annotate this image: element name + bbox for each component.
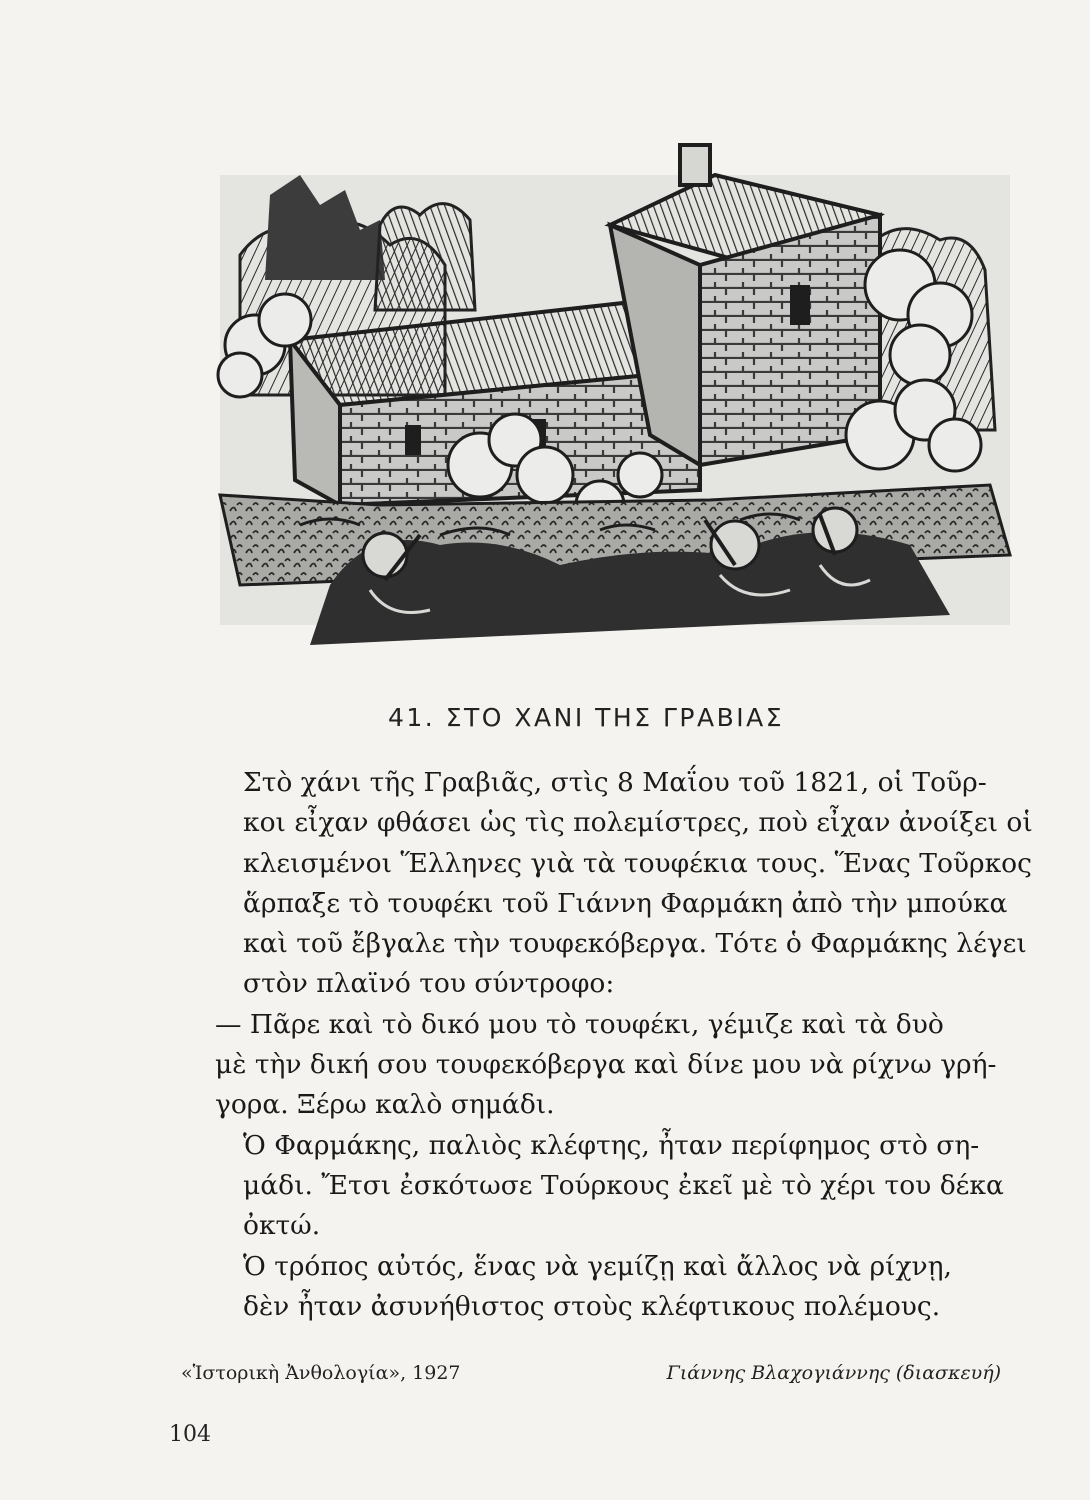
text-line: μάδι. Ἔτσι ἐσκότωσε Τούρκους ἐκεῖ μὲ τὸ χέρι του δέκα xyxy=(243,1169,1004,1201)
text-line: ὀκτώ. xyxy=(243,1210,321,1242)
text-line: καὶ τοῦ ἔβγαλε τὴν τουφεκόβεργα. Τότε ὁ Φαρμάκης λέγει xyxy=(243,928,1027,960)
chapter-title: 41. ΣΤΟ ΧΑΝΙ ΤΗΣ ΓΡΑΒΙΑΣ xyxy=(388,703,784,732)
page-number: 104 xyxy=(169,1422,211,1447)
text-line: Στὸ χάνι τῆς Γραβιᾶς, στὶς 8 Μαΐου τοῦ 1821, οἱ Τοῦρ- xyxy=(243,767,987,798)
body-text xyxy=(181,763,1033,1327)
paragraph-2 xyxy=(181,1005,1027,1126)
text-line: Ὁ τρόπος αὐτός, ἕνας νὰ γεμίζῃ καὶ ἄλλος νὰ ρίχνῃ, xyxy=(243,1250,952,1282)
text-line: Ὁ Φαρμάκης, παλιὸς κλέφτης, ἦταν περίφημος στὸ ση- xyxy=(243,1129,980,1161)
paragraph-3 xyxy=(181,1126,1027,1247)
text-line: κλεισμένοι Ἕλληνες γιὰ τὰ τουφέκια τους. Ἕνας Τοῦρκος xyxy=(243,847,1032,879)
text-line: κοι εἶχαν φθάσει ὡς τὶς πολεμίστρες, ποὺ εἶχαν ἀνοίξει οἱ xyxy=(243,807,1033,839)
text-line: δὲν ἦταν ἀσυνήθιστος στοὺς κλέφτικους πολέμους. xyxy=(243,1290,941,1322)
source-citation: «Ἱστορικὴ Ἀνθολογία», 1927 xyxy=(181,1362,461,1384)
text-line: γορα. Ξέρω καλὸ σημάδι. xyxy=(215,1089,555,1121)
source-author: Γιάννης Βλαχογιάννης (διασκευή) xyxy=(666,1362,1001,1384)
text-line: — Πᾶρε καὶ τὸ δικό μου τὸ τουφέκι, γέμιζε καὶ τὰ δυὸ xyxy=(215,1008,944,1040)
text-line: μὲ τὴν δική σου τουφεκόβεργα καὶ δίνε μου νὰ ρίχνω γρή- xyxy=(215,1049,997,1081)
paragraph-1 xyxy=(181,763,1033,1005)
woodcut-inn-siege-illustration xyxy=(180,135,1040,660)
text-line: στὸν πλαϊνό του σύντροφο: xyxy=(243,968,615,1000)
text-line: ἅρπαξε τὸ τουφέκι τοῦ Γιάννη Φαρμάκη ἀπὸ τὴν μπούκα xyxy=(243,887,1008,919)
paragraph-4 xyxy=(181,1247,1027,1328)
